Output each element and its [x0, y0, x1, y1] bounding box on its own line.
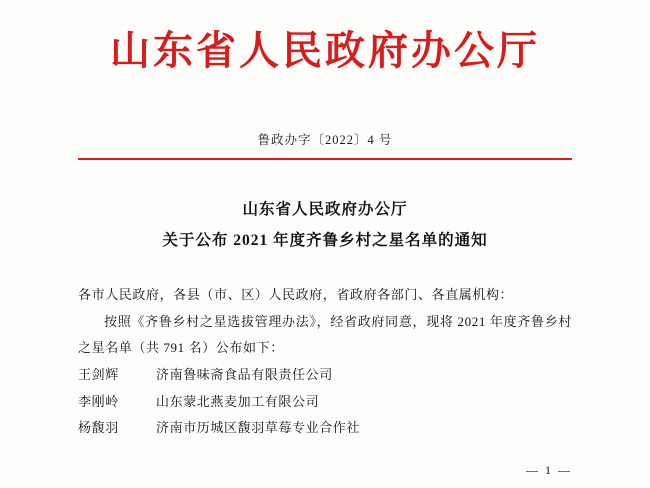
list-item	[78, 415, 572, 442]
page-number-marker: — 1 —	[526, 463, 572, 477]
honoree-name: 杨馥羽	[78, 420, 119, 436]
document-body	[78, 282, 572, 442]
subject-line-1: 山东省人民政府办公厅	[242, 201, 408, 218]
list-item	[78, 389, 572, 416]
honoree-name: 李刚岭	[78, 393, 119, 409]
honoree-organization: 济南鲁味斋食品有限责任公司	[156, 366, 333, 382]
list-item	[78, 362, 572, 389]
opening-paragraph: 按照《齐鲁乡村之星选拔管理办法》，经省政府同意，现将 2021 年度齐鲁乡村之星名单（共 791 名）公布如下：	[78, 313, 572, 356]
issuing-agency-title: 山东省人民政府办公厅	[110, 28, 540, 73]
salutation-paragraph: 各市人民政府，各县（市、区）人民政府，省政府各部门、各直属机构：	[78, 287, 514, 302]
honoree-name: 王剑辉	[78, 366, 119, 382]
subject-line-2: 关于公布 2021 年度齐鲁乡村之星名单的通知	[162, 232, 488, 249]
honoree-organization: 济南市历城区馥羽草莓专业合作社	[156, 420, 361, 436]
document-number: 鲁政办字〔2022〕4 号	[257, 133, 393, 147]
red-separator-rule	[78, 158, 572, 160]
document-header	[78, 0, 572, 74]
honoree-organization: 山东蒙北燕麦加工有限公司	[156, 393, 320, 409]
document-subject	[78, 194, 572, 256]
